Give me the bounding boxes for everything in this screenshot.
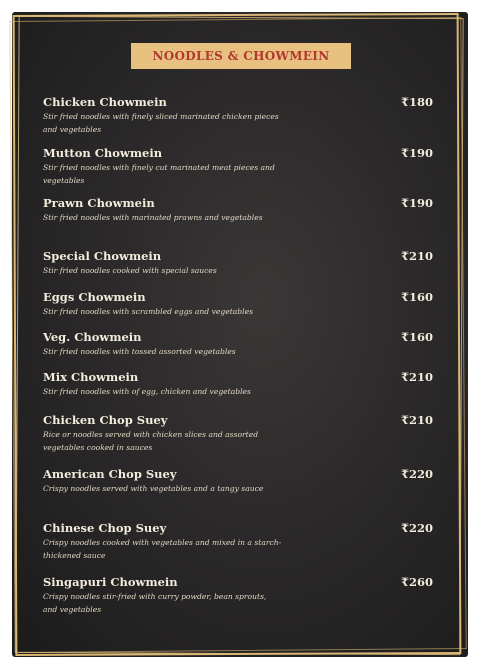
item-name: Singapuri Chowmein (43, 575, 178, 589)
item-name: Mutton Chowmein (43, 146, 163, 160)
item-description: Stir fried noodles with scrambled eggs and vegetables (43, 307, 253, 316)
item-price: ₹210 (400, 249, 433, 263)
item-price: ₹260 (400, 575, 433, 589)
item-name: Chinese Chop Suey (43, 521, 167, 535)
item-name: Special Chowmein (43, 249, 162, 263)
item-price: ₹190 (400, 146, 433, 160)
item-name: Eggs Chowmein (43, 290, 146, 304)
item-name: Chicken Chowmein (43, 95, 167, 109)
item-description: Crispy noodles served with vegetables and a tangy sauce (43, 484, 264, 493)
item-description: Stir fried noodles with tossed assorted vegetables (43, 347, 236, 356)
item-description: Stir fried noodles with of egg, chicken and vegetables (43, 387, 251, 396)
section-title-banner (131, 43, 351, 69)
item-price: ₹210 (400, 413, 433, 427)
item-description: Stir fried noodles cooked with special sauces (43, 266, 217, 275)
item-description: Rice or noodles served with chicken slices and assorted vegetables cooked in sauces (43, 430, 259, 452)
item-price: ₹180 (400, 95, 433, 109)
item-price: ₹220 (400, 521, 433, 535)
item-price: ₹210 (400, 370, 433, 384)
item-description: Stir fried noodles with finely sliced marinated chicken pieces and vegetables (43, 112, 279, 134)
item-name: Chicken Chop Suey (43, 413, 168, 427)
section-title: NOODLES & CHOWMEIN (152, 49, 330, 63)
item-description: Crispy noodles stir-fried with curry powder, bean sprouts, and vegetables (43, 592, 267, 614)
item-price: ₹160 (400, 330, 433, 344)
item-price: ₹190 (400, 196, 433, 210)
item-description: Crispy noodles cooked with vegetables and mixed in a starch-thickened sauce (43, 538, 282, 560)
item-price: ₹160 (400, 290, 433, 304)
item-name: Veg. Chowmein (43, 330, 142, 344)
item-description: Stir fried noodles with marinated prawns and vegetables (43, 213, 263, 222)
item-name: Prawn Chowmein (43, 196, 155, 210)
item-name: American Chop Suey (43, 467, 177, 481)
item-price: ₹220 (400, 467, 433, 481)
item-name: Mix Chowmein (43, 370, 139, 384)
item-description: Stir fried noodles with finely cut marinated meat pieces and vegetables (43, 163, 275, 185)
